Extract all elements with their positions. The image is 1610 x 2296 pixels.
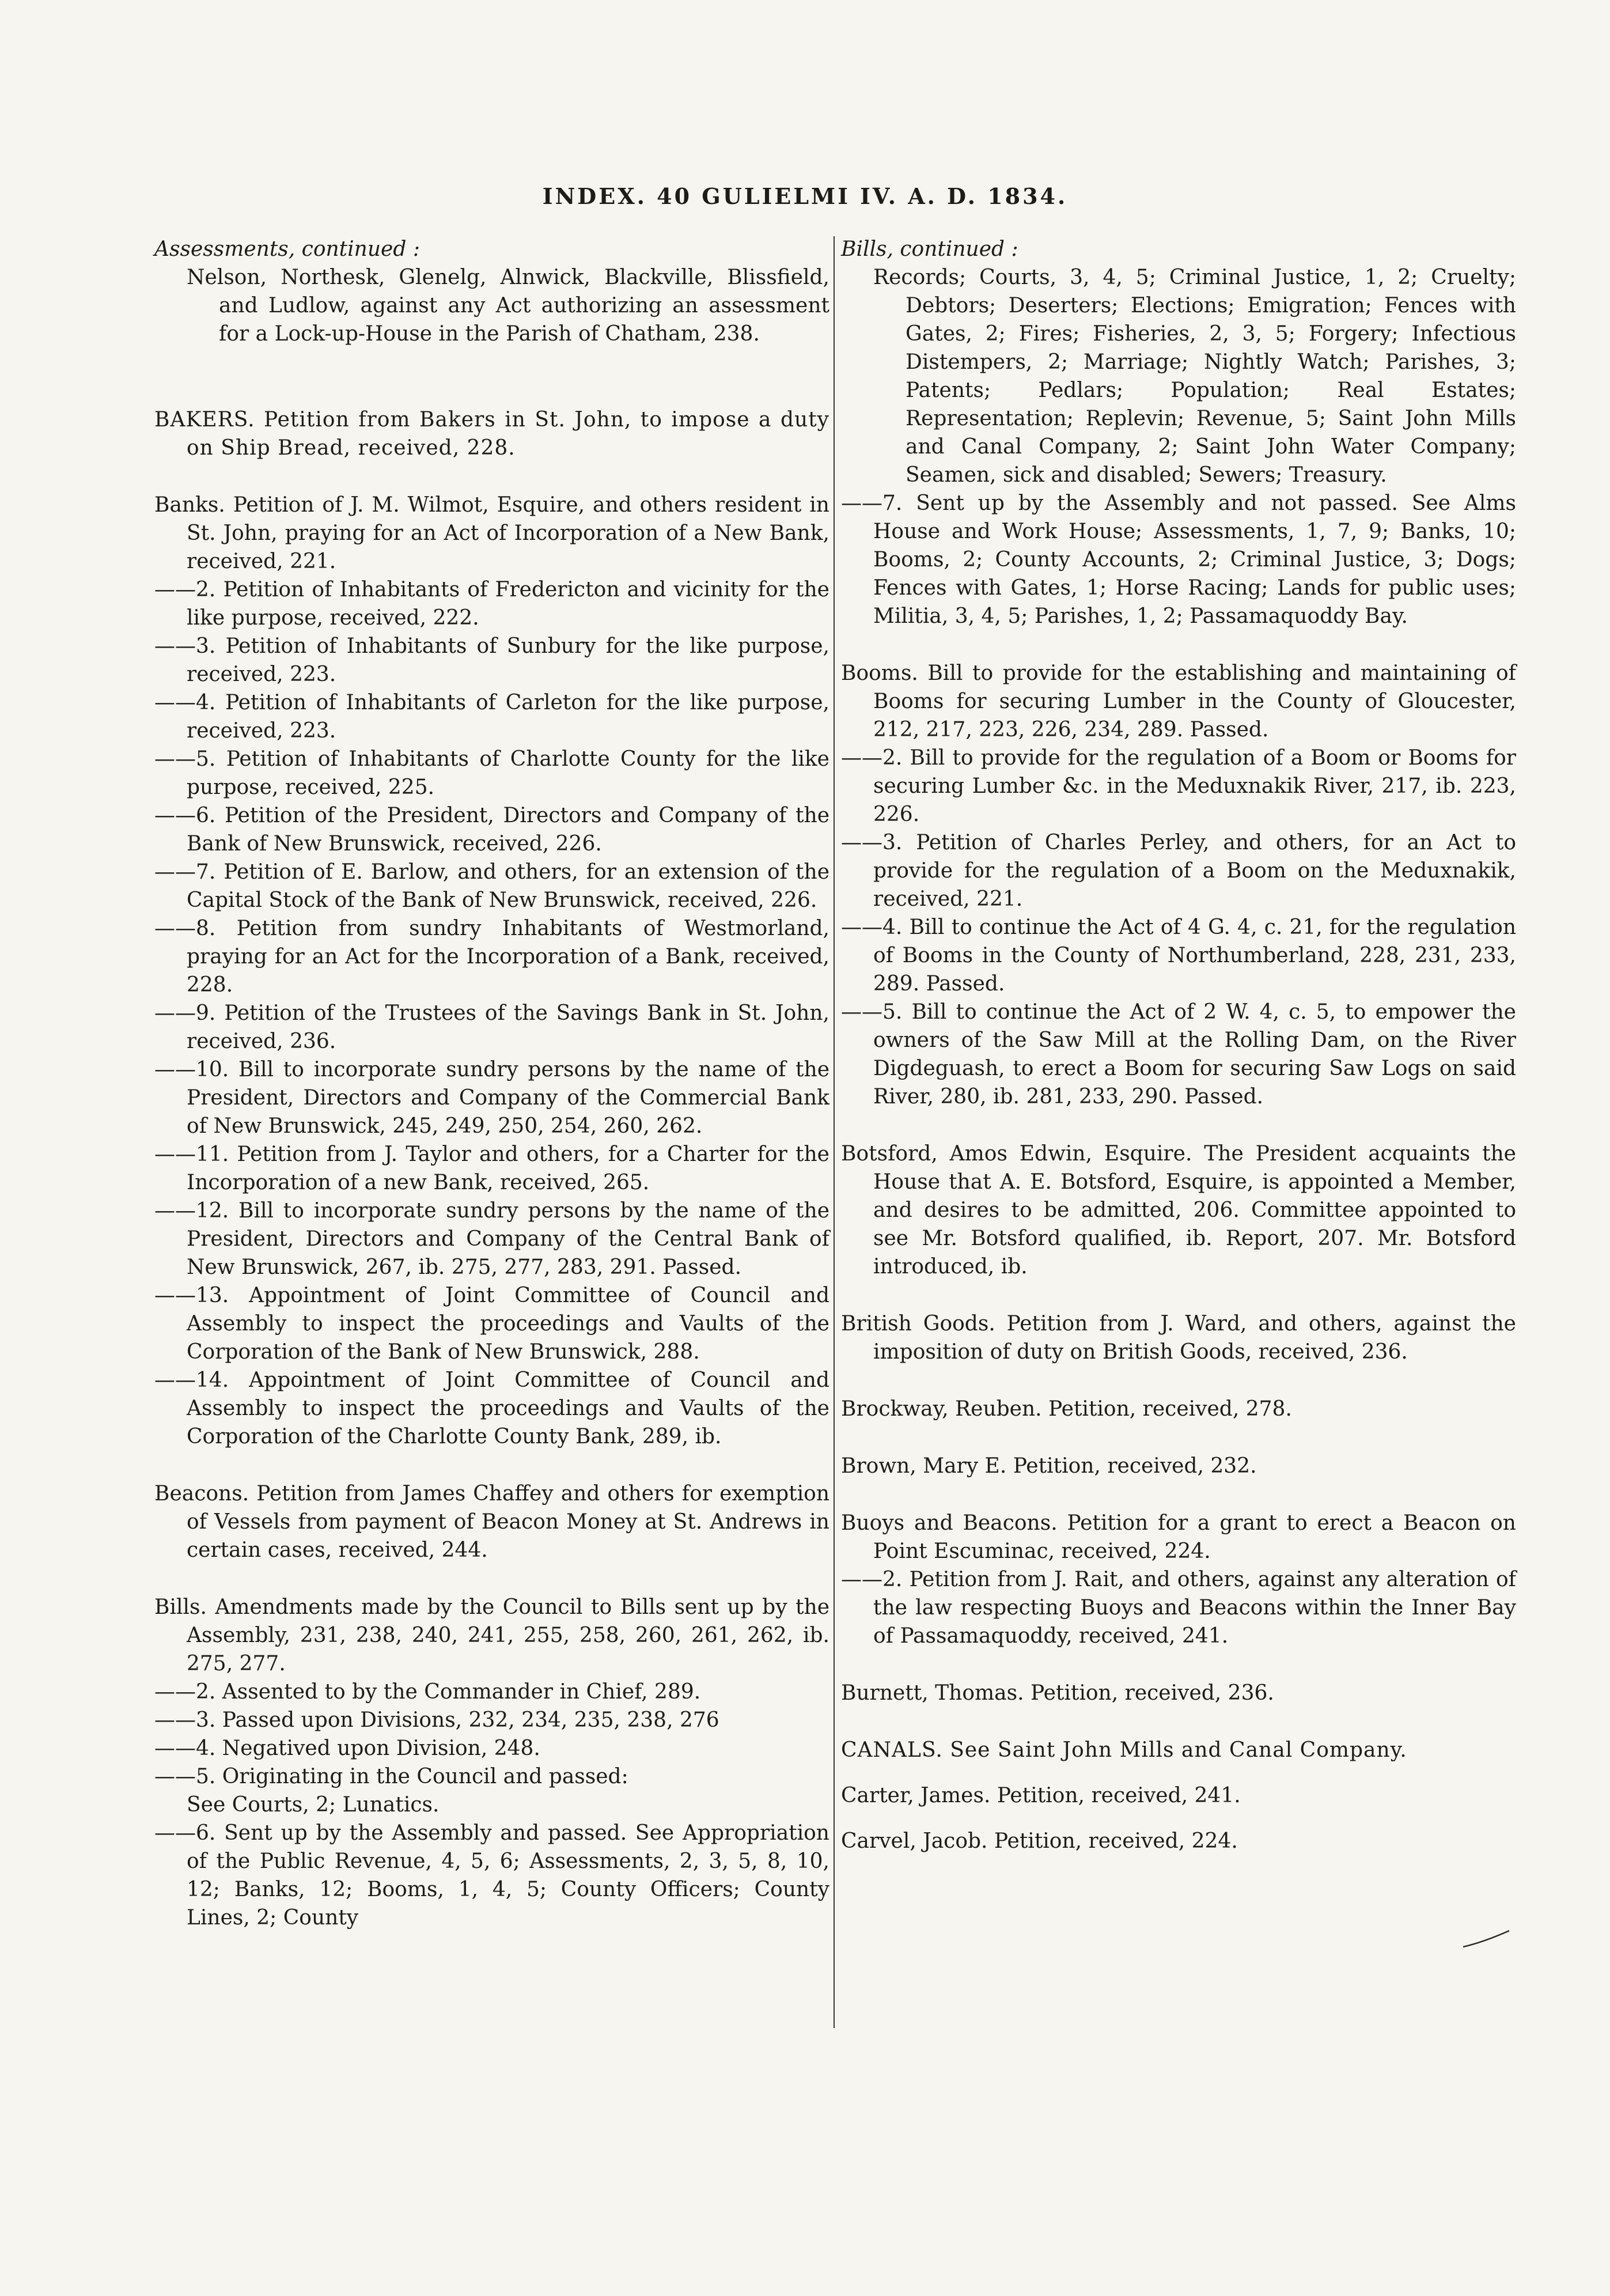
entry-banks: Banks. Petition of J. M. Wilmot, Esquire, and others resident in St. John, praying for an Act of Incorporation of a New Bank, received, 221. bbox=[154, 493, 829, 573]
entry-british-goods: British Goods. Petition from J. Ward, and others, against the imposition of duty on British Goods, received, 236. bbox=[841, 1312, 1516, 1364]
pen-mark bbox=[1460, 1927, 1512, 1950]
entry-assessments-petition: Nelson, Northesk, Glenelg, Alnwick, Blackville, Blissfield, and Ludlow, against any Act authorizing an assessment for a Lock-up-House in the Parish of Chatham, 238. bbox=[187, 266, 829, 346]
entry-booms-2: ——2. Bill to provide for the regulation of a Boom or Booms for securing Lumber &c. in the Meduxnakik River, 217, ib. 223, 226. bbox=[841, 746, 1516, 826]
entry-bills-6: ——6. Sent up by the Assembly and passed. See Appropriation of the Public Revenue, 4, 5, 6; Assessments, 2, 3, 5, 8, 10, 12; Banks, 12; Booms, 1, 4, 5; County Officers; County Lines, 2; County bbox=[154, 1821, 829, 1930]
entry-brown: Brown, Mary E. Petition, received, 232. bbox=[841, 1454, 1257, 1478]
entry-banks-8: ——8. Petition from sundry Inhabitants of Westmorland, praying for an Act for the Incorporation of a Bank, received, 228. bbox=[154, 917, 829, 997]
page-header: INDEX. 40 GULIELMI IV. A. D. 1834. bbox=[542, 183, 1068, 209]
entry-carter: Carter, James. Petition, received, 241. bbox=[841, 1784, 1241, 1807]
entry-banks-11: ——11. Petition from J. Taylor and others, for a Charter for the Incorporation of a new Bank, received, 265. bbox=[154, 1143, 829, 1194]
entry-booms-4: ——4. Bill to continue the Act of 4 G. 4, c. 21, for the regulation of Booms in the County of Northumberland, 228, 231, 233, 289. Passed. bbox=[841, 916, 1516, 996]
column-divider bbox=[834, 236, 835, 2028]
entry-bills-2: ——2. Assented to by the Commander in Chief, 289. bbox=[154, 1680, 701, 1704]
entry-burnett: Burnett, Thomas. Petition, received, 236. bbox=[841, 1681, 1274, 1705]
entry-banks-7: ——7. Petition of E. Barlow, and others, for an extension of the Capital Stock of the Bank of New Brunswick, received, 226. bbox=[154, 860, 829, 912]
entry-botsford: Botsford, Amos Edwin, Esquire. The President acquaints the House that A. E. Botsford, Esquire, is appointed a Member, and desires to be admitted, 206. Committee appointed to see Mr. Botsford qualified, ib. Report, 207. Mr. Botsford introduced, ib. bbox=[841, 1142, 1516, 1279]
entry-banks-10: ——10. Bill to incorporate sundry persons by the name of the President, Directors and Company of the Commercial Bank of New Brunswick, 245, 249, 250, 254, 260, 262. bbox=[154, 1058, 829, 1138]
entry-banks-9: ——9. Petition of the Trustees of the Savings Bank in St. John, received, 236. bbox=[154, 1001, 829, 1053]
entry-buoys-and-beacons-2: ——2. Petition from J. Rait, and others, against any alteration of the law respecting Buoys and Beacons within the Inner Bay of Passamaquoddy, received, 241. bbox=[841, 1568, 1516, 1648]
entry-banks-13: ——13. Appointment of Joint Committee of Council and Assembly to inspect the proceedings and Vaults of the Corporation of the Bank of New Brunswick, 288. bbox=[154, 1284, 829, 1364]
entry-booms-5: ——5. Bill to continue the Act of 2 W. 4, c. 5, to empower the owners of the Saw Mill at the Rolling Dam, on the River Digdeguash, to erect a Boom for securing Saw Logs on said River, 280, ib. 281, 233, 290. Passed. bbox=[841, 1000, 1516, 1109]
entry-banks-12: ——12. Bill to incorporate sundry persons by the name of the President, Directors and Company of the Central Bank of New Brunswick, 267, ib. 275, 277, 283, 291. Passed. bbox=[154, 1199, 829, 1279]
entry-banks-4: ——4. Petition of Inhabitants of Carleton for the like purpose, received, 223. bbox=[154, 691, 829, 743]
entry-bills-7: ——7. Sent up by the Assembly and not passed. See Alms House and Work House; Assessments, 1, 7, 9; Banks, 10; Booms, 2; County Accounts, 2; Criminal Justice, 3; Dogs; Fences with Gates, 1; Horse Racing; Lands for public uses; Militia, 3, 4, 5; Parishes, 1, 2; Passamaquoddy Bay. bbox=[841, 491, 1516, 628]
entry-carvel: Carvel, Jacob. Petition, received, 224. bbox=[841, 1829, 1238, 1853]
entry-banks-3: ——3. Petition of Inhabitants of Sunbury for the like purpose, received, 223. bbox=[154, 634, 829, 686]
entry-brockway: Brockway, Reuben. Petition, received, 278. bbox=[841, 1397, 1292, 1421]
entry-bills-4: ——4. Negatived upon Division, 248. bbox=[154, 1737, 540, 1760]
right-column bbox=[841, 235, 1516, 1884]
entry-banks-2: ——2. Petition of Inhabitants of Fredericton and vicinity for the like purpose, received, 222. bbox=[154, 578, 829, 630]
entry-bills-5: ——5. Originating in the Council and passed: bbox=[154, 1765, 628, 1788]
entry-bills-3: ——3. Passed upon Divisions, 232, 234, 235, 238, 276 bbox=[154, 1708, 719, 1732]
entry-banks-6: ——6. Petition of the President, Directors and Company of the Bank of New Brunswick, received, 226. bbox=[154, 804, 829, 856]
entry-bills-6-continued: Records; Courts, 3, 4, 5; Criminal Justice, 1, 2; Cruelty; Debtors; Deserters; Elections; Emigration; Fences with Gates, 2; Fires; Fisheries, 2, 3, 5; Forgery; Infectious Distempers, 2; Marriage; Nightly Watch; Parishes, 3; Patents; Pedlars; Population; Real Estates; Representation; Replevin; Revenue, 5; Saint John Mills and Canal Company, 2; Saint John Water Company; Seamen, sick and disabled; Sewers; Treasury. bbox=[873, 266, 1516, 487]
entry-banks-5: ——5. Petition of Inhabitants of Charlotte County for the like purpose, received, 225. bbox=[154, 747, 829, 799]
entry-beacons: Beacons. Petition from James Chaffey and others for exemption of Vessels from payment of Beacon Money at St. Andrews in certain cases, received, 244. bbox=[154, 1482, 829, 1562]
entry-bakers: BAKERS. Petition from Bakers in St. John, to impose a duty on Ship Bread, received, 228. bbox=[154, 408, 829, 460]
entry-buoys-and-beacons: Buoys and Beacons. Petition for a grant to erect a Beacon on Point Escuminac, received, 224. bbox=[841, 1511, 1516, 1563]
entry-assessments-continued: Assessments, continued : bbox=[154, 237, 420, 261]
entry-booms-3: ——3. Petition of Charles Perley, and others, for an Act to provide for the regulation of a Boom on the Meduxnakik, received, 221. bbox=[841, 831, 1516, 911]
entry-bills-5-see: See Courts, 2; Lunatics. bbox=[187, 1793, 440, 1817]
left-column bbox=[154, 235, 829, 1932]
entry-banks-14: ——14. Appointment of Joint Committee of Council and Assembly to inspect the proceedings and Vaults of the Corporation of the Charlotte County Bank, 289, ib. bbox=[154, 1368, 829, 1448]
entry-booms: Booms. Bill to provide for the establishing and maintaining of Booms for securing Lumber in the County of Gloucester, 212, 217, 223, 226, 234, 289. Passed. bbox=[841, 661, 1516, 742]
entry-canals: CANALS. See Saint John Mills and Canal Company. bbox=[841, 1738, 1407, 1762]
entry-bills: Bills. Amendments made by the Council to Bills sent up by the Assembly, 231, 238, 240, 241, 255, 258, 260, 261, 262, ib. 275, 277. bbox=[154, 1595, 829, 1675]
entry-bills-continued: Bills, continued : bbox=[841, 237, 1018, 261]
